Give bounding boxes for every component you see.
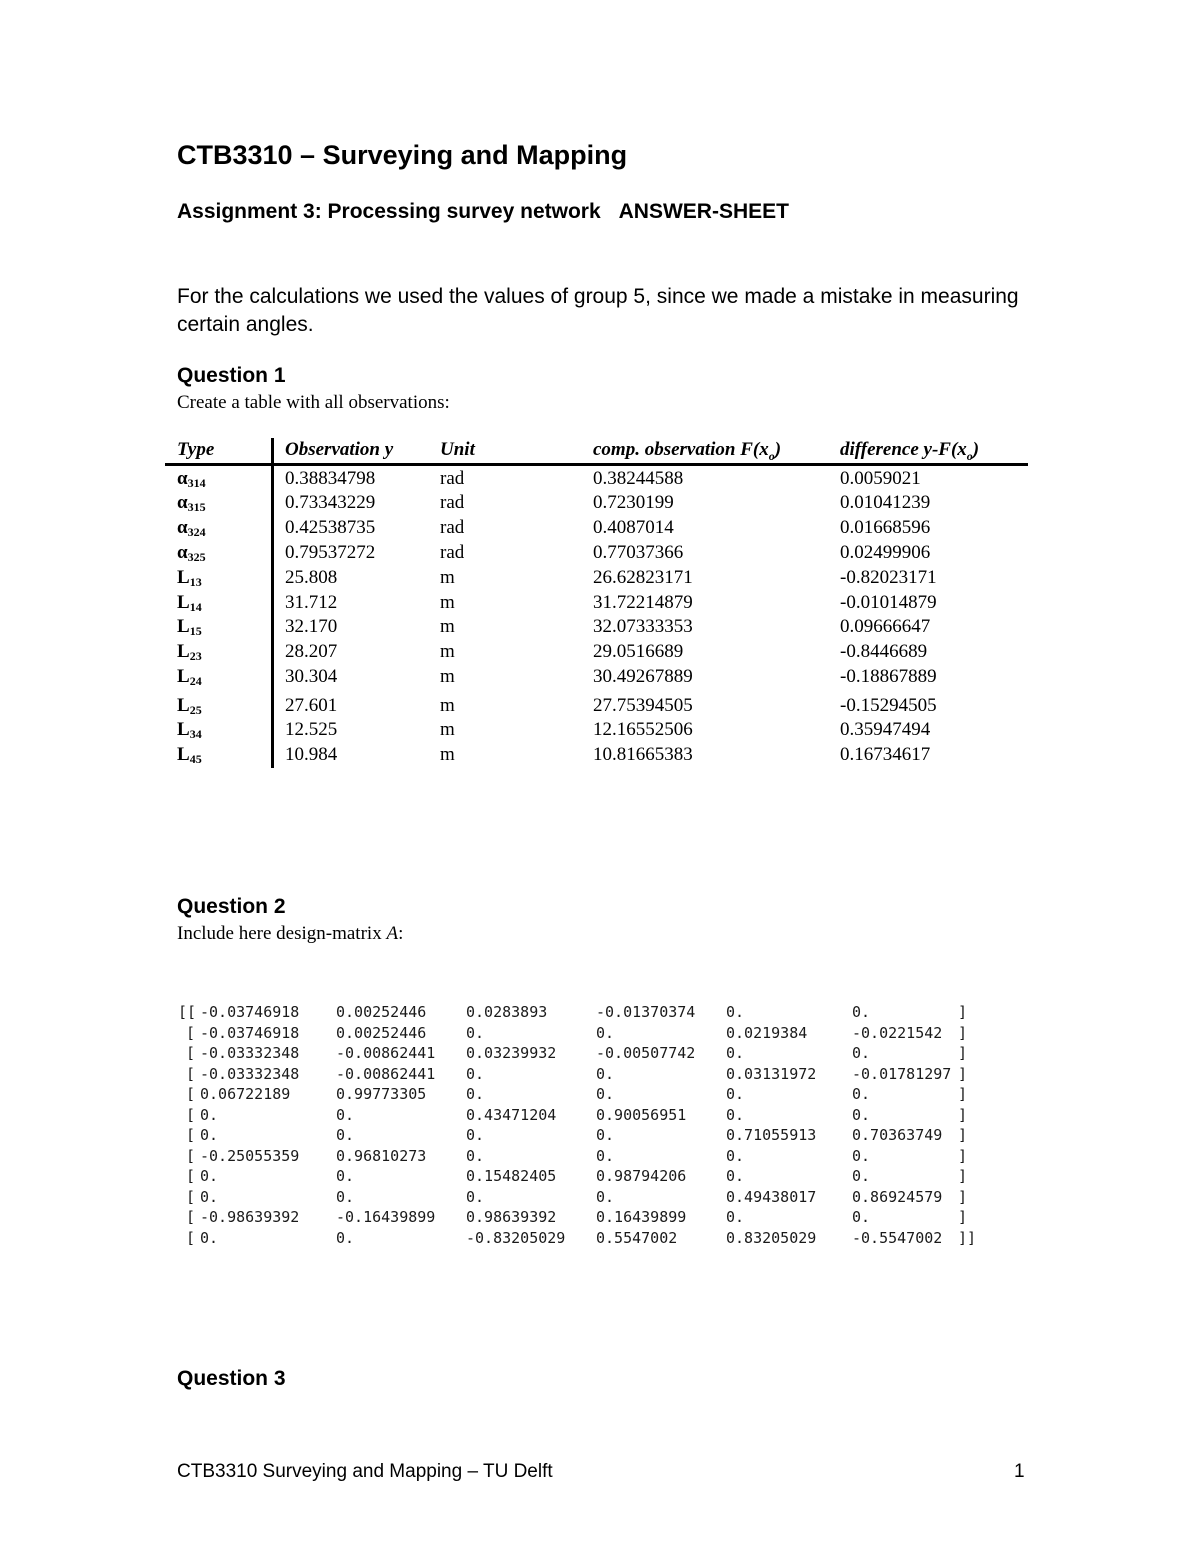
table-row — [165, 695, 1029, 720]
page-number: 1 — [1014, 1461, 1025, 1482]
obs-unit: m — [440, 666, 455, 687]
matrix-cell: 0.83205029 — [726, 1228, 817, 1247]
matrix-row — [186, 1106, 1006, 1127]
matrix-cell: -0.83205029 — [466, 1228, 566, 1247]
question-2-instruction: Include here design-matrix A: — [177, 923, 404, 944]
matrix-cell: 0.96810273 — [336, 1146, 427, 1165]
matrix-cell: -0.00862441 — [336, 1064, 436, 1083]
obs-difference: 0.35947494 — [840, 719, 931, 740]
obs-unit: m — [440, 616, 455, 637]
obs-value: 0.42538735 — [285, 517, 376, 538]
matrix-open-bracket: [ — [186, 1085, 196, 1103]
matrix-cell: 0. — [852, 1003, 871, 1021]
matrix-cell: 0. — [596, 1064, 615, 1083]
header-unit: Unit — [440, 439, 475, 460]
obs-unit: m — [440, 592, 455, 613]
obs-computed: 29.0516689 — [593, 641, 684, 662]
matrix-row — [186, 1126, 1006, 1147]
matrix-open-bracket: [ — [186, 1023, 196, 1042]
matrix-open-bracket: [ — [186, 1167, 196, 1185]
matrix-cell: -0.03746918 — [200, 1003, 300, 1021]
obs-type: $\alpha_{324}$ — [177, 517, 206, 539]
obs-value: 27.601 — [285, 695, 338, 716]
obs-difference: 0.16734617 — [840, 744, 931, 765]
matrix-cell: -0.00507742 — [596, 1044, 696, 1062]
matrix-cell: -0.03746918 — [200, 1023, 300, 1042]
obs-type: $L_{24}$ — [177, 666, 202, 688]
matrix-cell: 0. — [466, 1146, 485, 1165]
obs-computed: 10.81665383 — [593, 744, 693, 765]
matrix-cell: 0. — [596, 1023, 615, 1042]
obs-computed: 0.38244588 — [593, 468, 684, 489]
matrix-cell: 0. — [336, 1228, 355, 1247]
matrix-close-bracket: ] — [958, 1187, 968, 1206]
matrix-cell: -0.0221542 — [852, 1023, 943, 1042]
obs-computed: 0.77037366 — [593, 542, 684, 563]
header-difference: difference $y-F(x_o)$ — [840, 439, 980, 463]
matrix-cell: 0.99773305 — [336, 1085, 427, 1103]
matrix-row — [186, 1167, 1006, 1188]
table-row — [165, 744, 1029, 769]
obs-value: 25.808 — [285, 567, 338, 588]
obs-value: 10.984 — [285, 744, 338, 765]
matrix-close-bracket: ] — [958, 1003, 968, 1021]
obs-unit: m — [440, 719, 455, 740]
matrix-cell: 0. — [466, 1126, 485, 1144]
obs-value: 30.304 — [285, 666, 338, 687]
matrix-close-bracket: ] — [958, 1085, 968, 1103]
obs-computed: 0.4087014 — [593, 517, 674, 538]
obs-unit: m — [440, 695, 455, 716]
matrix-cell: 0.15482405 — [466, 1167, 557, 1185]
matrix-close-bracket: ] — [958, 1044, 968, 1062]
matrix-cell: 0. — [852, 1208, 871, 1226]
matrix-cell: 0. — [200, 1187, 219, 1206]
matrix-cell: 0. — [596, 1187, 615, 1206]
matrix-cell: 0. — [200, 1126, 219, 1144]
matrix-row — [186, 1208, 1006, 1229]
obs-computed: 0.7230199 — [593, 492, 674, 513]
matrix-open-bracket: [ — [186, 1044, 196, 1062]
matrix-cell: 0.71055913 — [726, 1126, 817, 1144]
matrix-cell: 0. — [336, 1167, 355, 1185]
matrix-close-bracket: ] — [958, 1023, 968, 1042]
matrix-cell: 0.43471204 — [466, 1105, 557, 1124]
obs-unit: rad — [440, 468, 465, 489]
obs-difference: -0.82023171 — [840, 567, 937, 588]
matrix-close-bracket: ] — [958, 1126, 968, 1144]
obs-value: 32.170 — [285, 616, 338, 637]
matrix-cell: 0.00252446 — [336, 1023, 427, 1042]
matrix-cell: 0. — [726, 1003, 745, 1021]
obs-difference: 0.02499906 — [840, 542, 931, 563]
matrix-row — [186, 1188, 1006, 1209]
obs-unit: m — [440, 567, 455, 588]
matrix-cell: 0.98794206 — [596, 1167, 687, 1185]
matrix-cell: 0. — [466, 1187, 485, 1206]
obs-type: $L_{15}$ — [177, 616, 202, 638]
obs-unit: rad — [440, 517, 465, 538]
matrix-cell: 0. — [726, 1167, 745, 1185]
assignment-name: Assignment 3: Processing survey network — [177, 200, 601, 223]
obs-value: 31.712 — [285, 592, 338, 613]
matrix-open-bracket: [ — [186, 1146, 196, 1165]
obs-type: $\alpha_{314}$ — [177, 468, 206, 490]
matrix-cell: 0. — [726, 1085, 745, 1103]
matrix-cell: 0. — [852, 1167, 871, 1185]
matrix-cell: 0.49438017 — [726, 1187, 817, 1206]
footer-text: CTB3310 Surveying and Mapping – TU Delft — [177, 1461, 553, 1482]
matrix-close-bracket: ] — [958, 1167, 968, 1185]
obs-difference: 0.01668596 — [840, 517, 931, 538]
matrix-cell: 0. — [596, 1085, 615, 1103]
matrix-open-bracket: [ — [186, 1126, 196, 1144]
matrix-cell: 0. — [336, 1187, 355, 1206]
header-observation: Observation y — [285, 439, 394, 460]
matrix-cell: 0. — [596, 1126, 615, 1144]
matrix-close-bracket: ] — [958, 1146, 968, 1165]
matrix-row — [186, 1044, 1006, 1065]
matrix-row — [186, 1147, 1006, 1168]
matrix-cell: 0. — [200, 1105, 219, 1124]
header-type: Type — [177, 439, 215, 460]
matrix-cell: 0.90056951 — [596, 1105, 687, 1124]
answer-sheet-label: ANSWER-SHEET — [618, 200, 789, 223]
matrix-cell: 0. — [726, 1146, 745, 1165]
matrix-open-bracket: [ — [186, 1228, 196, 1247]
design-matrix — [178, 1003, 1006, 1249]
matrix-cell: 0.86924579 — [852, 1187, 943, 1206]
intro-paragraph: For the calculations we used the values of group 5, since we made a mistake in measuring certain angles. — [177, 285, 1019, 336]
observations-table — [165, 436, 1029, 770]
matrix-cell: -0.01370374 — [596, 1003, 696, 1021]
table-row — [165, 719, 1029, 744]
table-row — [165, 517, 1029, 542]
matrix-cell: 0. — [726, 1105, 745, 1124]
obs-unit: m — [440, 744, 455, 765]
matrix-cell: 0. — [336, 1105, 355, 1124]
table-row — [165, 666, 1029, 691]
matrix-cell: 0. — [200, 1228, 219, 1247]
matrix-cell: 0.03239932 — [466, 1044, 557, 1062]
matrix-row — [186, 1024, 1006, 1045]
matrix-cell: -0.5547002 — [852, 1228, 943, 1247]
obs-type: $L_{13}$ — [177, 567, 202, 589]
matrix-open-bracket: [ — [186, 1105, 196, 1124]
matrix-cell: -0.03332348 — [200, 1064, 300, 1083]
matrix-cell: 0.0219384 — [726, 1023, 808, 1042]
obs-type: $L_{25}$ — [177, 695, 202, 717]
table-row — [165, 641, 1029, 666]
obs-type: $\alpha_{325}$ — [177, 542, 206, 564]
matrix-cell: -0.00862441 — [336, 1044, 436, 1062]
table-row — [165, 616, 1029, 641]
table-row — [165, 492, 1029, 517]
obs-unit: rad — [440, 542, 465, 563]
obs-unit: m — [440, 641, 455, 662]
table-row — [165, 567, 1029, 592]
obs-computed: 31.72214879 — [593, 592, 693, 613]
matrix-cell: 0. — [466, 1064, 485, 1083]
matrix-cell: 0.0283893 — [466, 1003, 548, 1021]
document-title: CTB3310 – Surveying and Mapping — [177, 140, 628, 170]
matrix-row — [178, 1003, 1006, 1024]
obs-type: $L_{23}$ — [177, 641, 202, 663]
matrix-cell: 0. — [852, 1044, 871, 1062]
question-3-heading: Question 3 — [177, 1367, 286, 1390]
matrix-cell: 0.00252446 — [336, 1003, 427, 1021]
matrix-cell: -0.98639392 — [200, 1208, 300, 1226]
matrix-cell: 0. — [466, 1023, 485, 1042]
matrix-cell: 0.03131972 — [726, 1064, 817, 1083]
obs-value: 0.73343229 — [285, 492, 376, 513]
obs-type: $L_{45}$ — [177, 744, 202, 766]
table-row — [165, 542, 1029, 567]
matrix-cell: 0.16439899 — [596, 1208, 687, 1226]
obs-type: $L_{34}$ — [177, 719, 202, 741]
matrix-close-bracket: ] — [958, 1064, 968, 1083]
obs-computed: 26.62823171 — [593, 567, 693, 588]
obs-difference: 0.0059021 — [840, 468, 921, 489]
header-comp-observation: comp. observation $F(x_o)$ — [593, 439, 782, 463]
table-row — [165, 592, 1029, 617]
question-2-heading: Question 2 — [177, 895, 286, 918]
matrix-cell: 0. — [726, 1044, 745, 1062]
obs-difference: -0.8446689 — [840, 641, 928, 662]
matrix-row — [186, 1065, 1006, 1086]
obs-computed: 27.75394505 — [593, 695, 693, 716]
obs-difference: -0.18867889 — [840, 666, 937, 687]
matrix-cell: 0. — [852, 1105, 871, 1124]
table-row — [165, 468, 1029, 493]
obs-type: $L_{14}$ — [177, 592, 202, 614]
obs-type: $\alpha_{315}$ — [177, 492, 206, 514]
matrix-close-bracket: ]] — [958, 1228, 977, 1247]
matrix-open-bracket: [ — [186, 1208, 196, 1226]
matrix-cell: 0. — [596, 1146, 615, 1165]
obs-value: 0.79537272 — [285, 542, 376, 563]
obs-value: 28.207 — [285, 641, 338, 662]
matrix-cell: 0.06722189 — [200, 1085, 291, 1103]
matrix-cell: -0.25055359 — [200, 1146, 300, 1165]
matrix-cell: 0.98639392 — [466, 1208, 557, 1226]
matrix-cell: -0.16439899 — [336, 1208, 436, 1226]
assignment-subtitle — [177, 200, 789, 224]
matrix-row — [186, 1085, 1006, 1106]
obs-difference: -0.01014879 — [840, 592, 937, 613]
matrix-open-bracket: [ — [186, 1064, 196, 1083]
matrix-open-bracket: [ — [186, 1187, 196, 1206]
matrix-cell: 0. — [852, 1146, 871, 1165]
obs-computed: 30.49267889 — [593, 666, 693, 687]
obs-difference: 0.09666647 — [840, 616, 931, 637]
obs-value: 0.38834798 — [285, 468, 376, 489]
matrix-cell: 0. — [200, 1167, 219, 1185]
obs-computed: 12.16552506 — [593, 719, 693, 740]
obs-difference: 0.01041239 — [840, 492, 931, 513]
matrix-row — [186, 1229, 1006, 1250]
matrix-close-bracket: ] — [958, 1105, 968, 1124]
matrix-close-bracket: ] — [958, 1208, 968, 1226]
question-1-instruction: Create a table with all observations: — [177, 392, 450, 413]
matrix-cell: 0.70363749 — [852, 1126, 943, 1144]
obs-difference: -0.15294505 — [840, 695, 937, 716]
question-1-heading: Question 1 — [177, 364, 286, 387]
matrix-open-bracket: [[ — [178, 1003, 197, 1021]
matrix-cell: -0.01781297 — [852, 1064, 952, 1083]
obs-unit: rad — [440, 492, 465, 513]
obs-value: 12.525 — [285, 719, 338, 740]
matrix-cell: 0. — [466, 1085, 485, 1103]
matrix-cell: 0. — [852, 1085, 871, 1103]
matrix-cell: -0.03332348 — [200, 1044, 300, 1062]
matrix-cell: 0.5547002 — [596, 1228, 678, 1247]
obs-computed: 32.07333353 — [593, 616, 693, 637]
matrix-cell: 0. — [336, 1126, 355, 1144]
matrix-cell: 0. — [726, 1208, 745, 1226]
